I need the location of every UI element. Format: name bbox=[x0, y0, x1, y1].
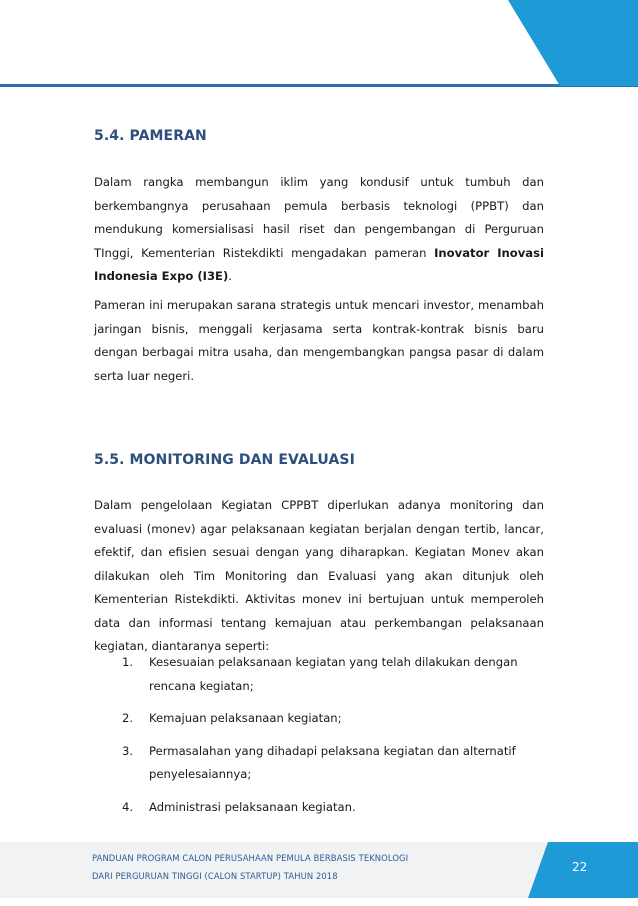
paragraph-pameran-1: Dalam rangka membangun iklim yang kondusif untuk tumbuh dan berkembangnya perusahaan pemula berbasis teknologi (PPBT) dan mendukung komersialisasi hasil riset dan pengembangan di Perguruan TInggi, Kementerian Ristekdikti mengadakan pameran Inovator Inovasi Indonesia Expo (I3E). bbox=[94, 175, 544, 283]
paragraph-text: Pameran ini merupakan sarana strategis untuk mencari investor, menambah jaringan bisnis, menggali kerjasama serta kontrak-kontrak bisnis baru dengan berbagai mitra usaha, dan mengembangkan pangsa pasar di dalam serta luar negeri. bbox=[94, 298, 544, 383]
list-item: 1. Kesesuaian pelaksanaan kegiatan yang telah dilakukan dengan rencana kegiatan; bbox=[122, 655, 518, 693]
page-number: 22 bbox=[572, 860, 588, 874]
header-corner-shape bbox=[508, 0, 638, 86]
section-monitoring bbox=[94, 452, 544, 468]
event-name: Inovator Inovasi Indonesia Expo (I3E) bbox=[94, 245, 544, 283]
paragraph-text: Dalam pengelolaan Kegiatan CPPBT diperlukan adanya monitoring dan evaluasi (monev) agar pelaksanaan kegiatan berjalan dengan tertib, lancar, efektif, dan efisien sesuai dengan yang diharapkan. Kegiatan Monev akan dilakukan oleh Tim Monitoring dan Evaluasi yang akan ditunjuk oleh Kementerian Ristekdikti. Aktivitas monev ini bertujuan untuk memperoleh data dan informasi tentang kemajuan atau perkembangan pelaksanaan kegiatan, diantaranya seperti: bbox=[94, 498, 544, 653]
list-item: 2. Kemajuan pelaksanaan kegiatan; bbox=[122, 711, 342, 725]
monitoring-list bbox=[94, 651, 544, 828]
section-pameran bbox=[94, 128, 544, 144]
paragraph-text: Dalam rangka membangun iklim yang kondusif untuk tumbuh dan berkembangnya perusahaan pemula berbasis teknologi (PPBT) dan mendukung komersialisasi hasil riset dan pengembangan di Perguruan TInggi, Kementerian Ristekdikti mengadakan pameran bbox=[94, 175, 544, 260]
paragraph-pameran-2 bbox=[94, 294, 544, 388]
section-heading: 5.5. MONITORING DAN EVALUASI bbox=[94, 452, 355, 468]
paragraph-monitoring bbox=[94, 494, 544, 659]
section-heading: 5.4. PAMERAN bbox=[94, 128, 207, 144]
list-item: 3. Permasalahan yang dihadapi pelaksana kegiatan dan alternatif penyelesaiannya; bbox=[122, 743, 516, 781]
list-item: 4. Administrasi pelaksanaan kegiatan. bbox=[122, 799, 356, 814]
footer-title: PANDUAN PROGRAM CALON PERUSAHAAN PEMULA BERBASIS TEKNOLOGI DARI PERGURUAN TINGGI (CALON STARTUP) TAHUN 2018 bbox=[92, 853, 409, 881]
